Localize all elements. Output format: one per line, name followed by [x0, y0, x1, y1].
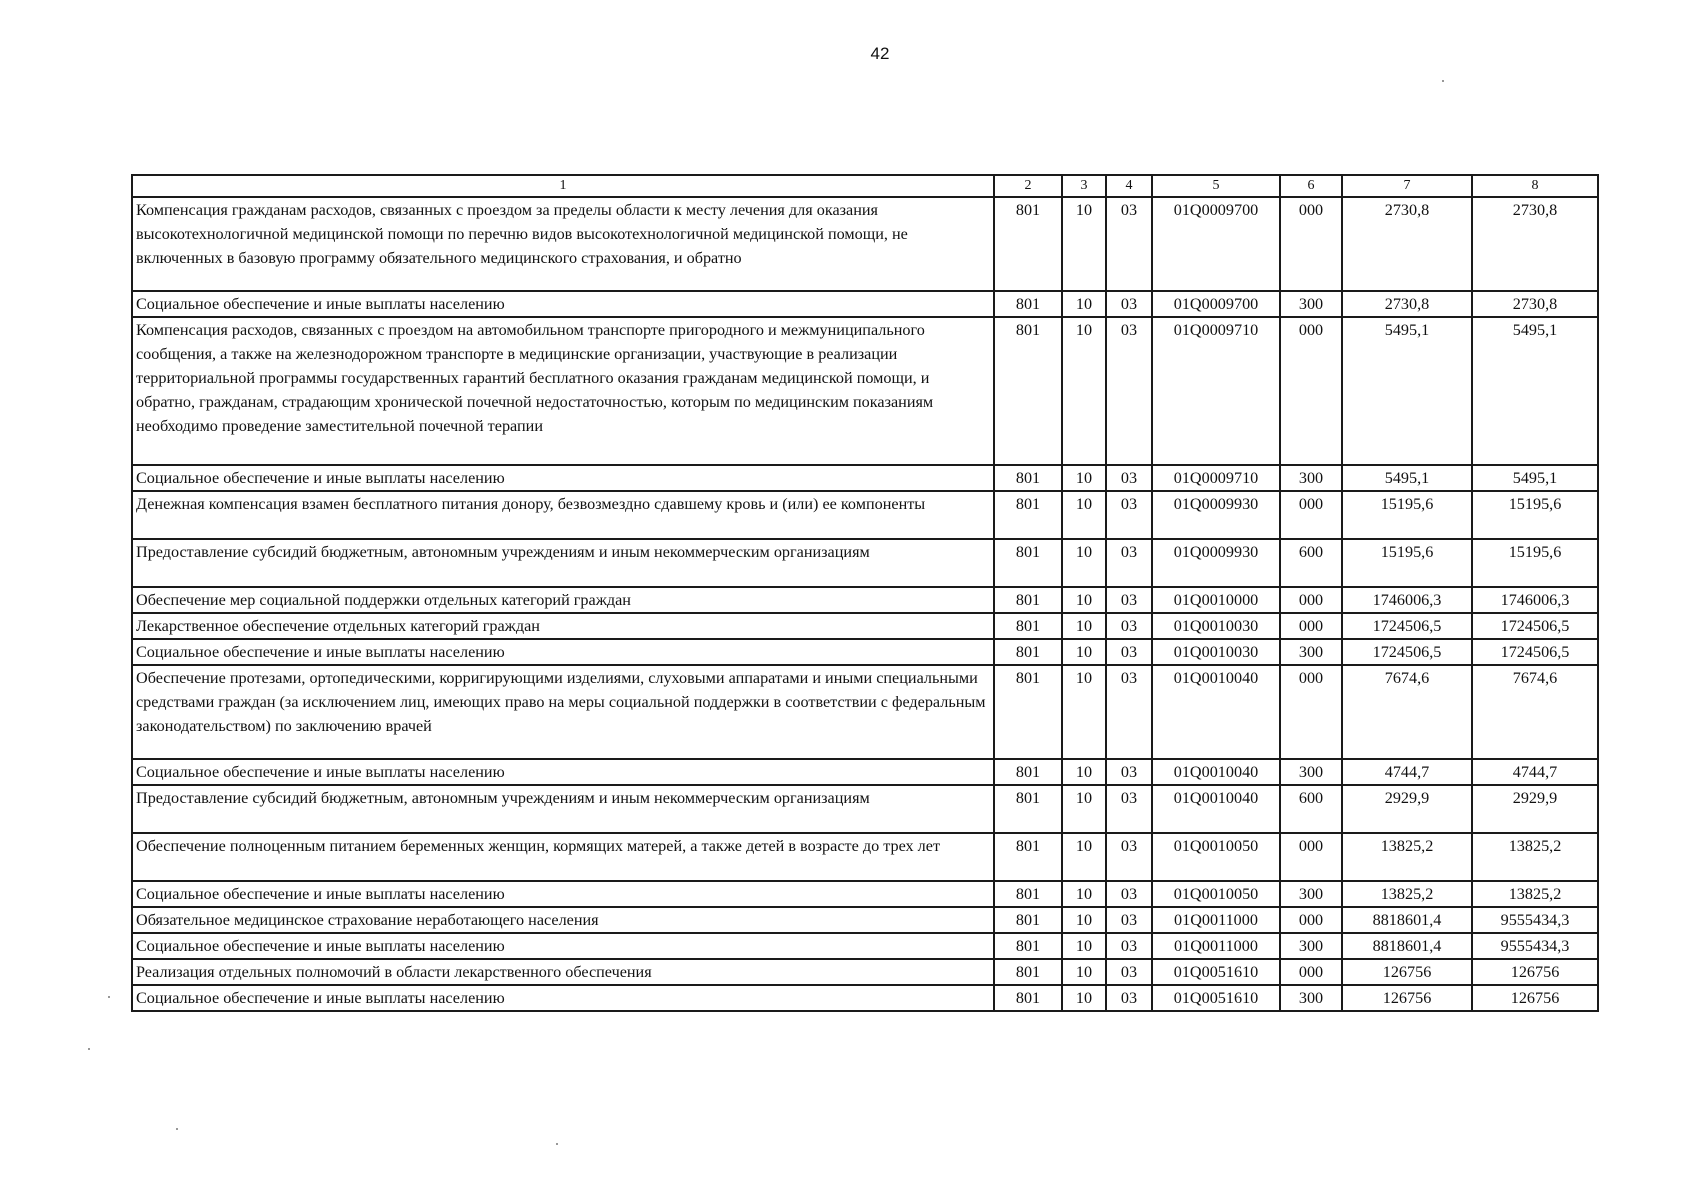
- table-row: [132, 665, 1598, 759]
- cell-target-article: 01Q0011000: [1152, 907, 1280, 933]
- cell-amount-year1: 13825,2: [1342, 881, 1472, 907]
- cell-ministry-code: 801: [994, 785, 1062, 833]
- table-row: [132, 785, 1598, 833]
- table-row: [132, 291, 1598, 317]
- cell-amount-year1: 5495,1: [1342, 317, 1472, 465]
- cell-ministry-code: 801: [994, 587, 1062, 613]
- cell-amount-year2: 1724506,5: [1472, 613, 1598, 639]
- row-name: Лекарственное обеспечение отдельных категорий граждан: [132, 613, 994, 639]
- scan-speck: [88, 1048, 90, 1050]
- table-row: [132, 959, 1598, 985]
- table-row: [132, 317, 1598, 465]
- cell-ministry-code: 801: [994, 985, 1062, 1011]
- cell-target-article: 01Q0010040: [1152, 759, 1280, 785]
- cell-expense-type: 000: [1280, 665, 1342, 759]
- table-row: [132, 587, 1598, 613]
- table-row: [132, 907, 1598, 933]
- row-name: Обеспечение протезами, ортопедическими, корригирующими изделиями, слуховыми аппаратами и иными специальными средствами граждан (за исключением лиц, имеющих право на меры социальной поддержки в соответствии с федеральным законодательством) по заключению врачей: [132, 665, 994, 759]
- cell-section: 10: [1062, 587, 1106, 613]
- cell-subsection: 03: [1106, 465, 1152, 491]
- row-name: Реализация отдельных полномочий в области лекарственного обеспечения: [132, 959, 994, 985]
- cell-amount-year1: 1724506,5: [1342, 639, 1472, 665]
- cell-expense-type: 300: [1280, 291, 1342, 317]
- scan-speck: [176, 1128, 178, 1130]
- cell-target-article: 01Q0010040: [1152, 785, 1280, 833]
- cell-amount-year1: 1724506,5: [1342, 613, 1472, 639]
- cell-expense-type: 300: [1280, 759, 1342, 785]
- column-header-7: 7: [1342, 175, 1472, 197]
- cell-section: 10: [1062, 665, 1106, 759]
- cell-ministry-code: 801: [994, 491, 1062, 539]
- cell-section: 10: [1062, 785, 1106, 833]
- cell-target-article: 01Q0009930: [1152, 491, 1280, 539]
- scan-speck: [556, 1143, 558, 1145]
- cell-target-article: 01Q0010050: [1152, 881, 1280, 907]
- cell-expense-type: 000: [1280, 613, 1342, 639]
- cell-expense-type: 600: [1280, 539, 1342, 587]
- row-name: Социальное обеспечение и иные выплаты населению: [132, 759, 994, 785]
- cell-amount-year1: 126756: [1342, 959, 1472, 985]
- row-name: Обеспечение полноценным питанием беременных женщин, кормящих матерей, а также детей в возрасте до трех лет: [132, 833, 994, 881]
- table-row: [132, 197, 1598, 291]
- cell-ministry-code: 801: [994, 933, 1062, 959]
- cell-expense-type: 300: [1280, 881, 1342, 907]
- cell-subsection: 03: [1106, 985, 1152, 1011]
- cell-section: 10: [1062, 833, 1106, 881]
- cell-section: 10: [1062, 197, 1106, 291]
- column-header-8: 8: [1472, 175, 1598, 197]
- column-header-5: 5: [1152, 175, 1280, 197]
- cell-amount-year2: 1746006,3: [1472, 587, 1598, 613]
- cell-expense-type: 000: [1280, 907, 1342, 933]
- cell-expense-type: 000: [1280, 959, 1342, 985]
- cell-section: 10: [1062, 465, 1106, 491]
- cell-amount-year2: 15195,6: [1472, 539, 1598, 587]
- cell-ministry-code: 801: [994, 665, 1062, 759]
- cell-target-article: 01Q0010000: [1152, 587, 1280, 613]
- cell-subsection: 03: [1106, 881, 1152, 907]
- cell-subsection: 03: [1106, 665, 1152, 759]
- row-name: Социальное обеспечение и иные выплаты населению: [132, 465, 994, 491]
- cell-section: 10: [1062, 907, 1106, 933]
- cell-ministry-code: 801: [994, 197, 1062, 291]
- column-header-2: 2: [994, 175, 1062, 197]
- cell-section: 10: [1062, 317, 1106, 465]
- cell-section: 10: [1062, 933, 1106, 959]
- cell-amount-year1: 8818601,4: [1342, 907, 1472, 933]
- row-name: Социальное обеспечение и иные выплаты населению: [132, 291, 994, 317]
- cell-expense-type: 300: [1280, 933, 1342, 959]
- cell-target-article: 01Q0010050: [1152, 833, 1280, 881]
- table-row: [132, 539, 1598, 587]
- cell-subsection: 03: [1106, 785, 1152, 833]
- table-row: [132, 833, 1598, 881]
- table-row: [132, 881, 1598, 907]
- cell-subsection: 03: [1106, 833, 1152, 881]
- cell-amount-year2: 5495,1: [1472, 317, 1598, 465]
- cell-target-article: 01Q0011000: [1152, 933, 1280, 959]
- cell-target-article: 01Q0010030: [1152, 639, 1280, 665]
- cell-ministry-code: 801: [994, 465, 1062, 491]
- cell-ministry-code: 801: [994, 613, 1062, 639]
- page-number: 42: [870, 44, 890, 63]
- row-name: Социальное обеспечение и иные выплаты населению: [132, 933, 994, 959]
- cell-amount-year1: 1746006,3: [1342, 587, 1472, 613]
- cell-amount-year2: 9555434,3: [1472, 933, 1598, 959]
- cell-ministry-code: 801: [994, 881, 1062, 907]
- cell-target-article: 01Q0009700: [1152, 197, 1280, 291]
- cell-amount-year1: 2929,9: [1342, 785, 1472, 833]
- cell-ministry-code: 801: [994, 959, 1062, 985]
- row-name: Социальное обеспечение и иные выплаты населению: [132, 985, 994, 1011]
- column-header-1: 1: [132, 175, 994, 197]
- cell-target-article: 01Q0051610: [1152, 959, 1280, 985]
- cell-amount-year2: 126756: [1472, 985, 1598, 1011]
- cell-amount-year2: 126756: [1472, 959, 1598, 985]
- cell-subsection: 03: [1106, 759, 1152, 785]
- scan-speck: [1442, 80, 1444, 82]
- cell-subsection: 03: [1106, 933, 1152, 959]
- cell-subsection: 03: [1106, 587, 1152, 613]
- cell-target-article: 01Q0010040: [1152, 665, 1280, 759]
- cell-expense-type: 000: [1280, 491, 1342, 539]
- cell-amount-year2: 2730,8: [1472, 197, 1598, 291]
- cell-ministry-code: 801: [994, 317, 1062, 465]
- cell-section: 10: [1062, 539, 1106, 587]
- cell-amount-year2: 2929,9: [1472, 785, 1598, 833]
- cell-section: 10: [1062, 613, 1106, 639]
- cell-amount-year2: 2730,8: [1472, 291, 1598, 317]
- cell-expense-type: 300: [1280, 465, 1342, 491]
- table-body: [132, 197, 1598, 1011]
- cell-amount-year2: 13825,2: [1472, 833, 1598, 881]
- cell-ministry-code: 801: [994, 539, 1062, 587]
- cell-section: 10: [1062, 759, 1106, 785]
- table-row: [132, 639, 1598, 665]
- scan-speck: [108, 996, 110, 998]
- cell-expense-type: 000: [1280, 587, 1342, 613]
- cell-section: 10: [1062, 959, 1106, 985]
- table-row: [132, 985, 1598, 1011]
- cell-expense-type: 600: [1280, 785, 1342, 833]
- cell-ministry-code: 801: [994, 759, 1062, 785]
- table-row: [132, 759, 1598, 785]
- cell-amount-year2: 15195,6: [1472, 491, 1598, 539]
- row-name: Социальное обеспечение и иные выплаты населению: [132, 639, 994, 665]
- cell-ministry-code: 801: [994, 833, 1062, 881]
- row-name: Денежная компенсация взамен бесплатного питания донору, безвозмездно сдавшему кровь и (или) ее компоненты: [132, 491, 994, 539]
- table-header-row: [132, 175, 1598, 197]
- cell-target-article: 01Q0009710: [1152, 465, 1280, 491]
- cell-target-article: 01Q0009700: [1152, 291, 1280, 317]
- cell-ministry-code: 801: [994, 639, 1062, 665]
- row-name: Обеспечение мер социальной поддержки отдельных категорий граждан: [132, 587, 994, 613]
- cell-amount-year1: 5495,1: [1342, 465, 1472, 491]
- cell-amount-year2: 13825,2: [1472, 881, 1598, 907]
- cell-amount-year1: 2730,8: [1342, 291, 1472, 317]
- column-header-4: 4: [1106, 175, 1152, 197]
- cell-subsection: 03: [1106, 639, 1152, 665]
- cell-subsection: 03: [1106, 907, 1152, 933]
- cell-amount-year1: 126756: [1342, 985, 1472, 1011]
- cell-amount-year2: 1724506,5: [1472, 639, 1598, 665]
- cell-amount-year1: 13825,2: [1342, 833, 1472, 881]
- table-row: [132, 613, 1598, 639]
- cell-expense-type: 300: [1280, 985, 1342, 1011]
- column-header-3: 3: [1062, 175, 1106, 197]
- cell-amount-year1: 15195,6: [1342, 491, 1472, 539]
- row-name: Компенсация расходов, связанных с проездом на автомобильном транспорте пригородного и межмуниципального сообщения, а также на железнодорожном транспорте в медицинские организации, участвующие в реализации территориальной программы государственных гарантий бесплатного оказания гражданам медицинской помощи, и обратно, гражданам, страдающим хронической почечной недостаточностью, которым по медицинским показаниям необходимо проведение заместительной почечной терапии: [132, 317, 994, 465]
- cell-amount-year2: 9555434,3: [1472, 907, 1598, 933]
- budget-table: [131, 174, 1599, 1012]
- cell-subsection: 03: [1106, 539, 1152, 587]
- cell-subsection: 03: [1106, 959, 1152, 985]
- cell-amount-year2: 4744,7: [1472, 759, 1598, 785]
- column-header-6: 6: [1280, 175, 1342, 197]
- row-name: Социальное обеспечение и иные выплаты населению: [132, 881, 994, 907]
- cell-target-article: 01Q0009930: [1152, 539, 1280, 587]
- cell-subsection: 03: [1106, 613, 1152, 639]
- cell-ministry-code: 801: [994, 907, 1062, 933]
- cell-section: 10: [1062, 491, 1106, 539]
- cell-amount-year1: 2730,8: [1342, 197, 1472, 291]
- cell-amount-year2: 7674,6: [1472, 665, 1598, 759]
- cell-expense-type: 000: [1280, 317, 1342, 465]
- cell-subsection: 03: [1106, 291, 1152, 317]
- cell-section: 10: [1062, 881, 1106, 907]
- row-name: Обязательное медицинское страхование неработающего населения: [132, 907, 994, 933]
- table-row: [132, 491, 1598, 539]
- cell-amount-year1: 4744,7: [1342, 759, 1472, 785]
- cell-subsection: 03: [1106, 197, 1152, 291]
- cell-section: 10: [1062, 639, 1106, 665]
- cell-target-article: 01Q0051610: [1152, 985, 1280, 1011]
- cell-amount-year2: 5495,1: [1472, 465, 1598, 491]
- cell-target-article: 01Q0010030: [1152, 613, 1280, 639]
- row-name: Предоставление субсидий бюджетным, автономным учреждениям и иным некоммерческим организациям: [132, 539, 994, 587]
- cell-ministry-code: 801: [994, 291, 1062, 317]
- cell-subsection: 03: [1106, 317, 1152, 465]
- cell-section: 10: [1062, 985, 1106, 1011]
- cell-expense-type: 000: [1280, 833, 1342, 881]
- cell-target-article: 01Q0009710: [1152, 317, 1280, 465]
- table-row: [132, 933, 1598, 959]
- row-name: Компенсация гражданам расходов, связанных с проездом за пределы области к месту лечения для оказания высокотехнологичной медицинской помощи по перечню видов высокотехнологичной медицинской помощи, не включенных в базовую программу обязательного медицинского страхования, и обратно: [132, 197, 994, 291]
- cell-amount-year1: 8818601,4: [1342, 933, 1472, 959]
- cell-amount-year1: 7674,6: [1342, 665, 1472, 759]
- cell-expense-type: 300: [1280, 639, 1342, 665]
- table-row: [132, 465, 1598, 491]
- row-name: Предоставление субсидий бюджетным, автономным учреждениям и иным некоммерческим организациям: [132, 785, 994, 833]
- cell-amount-year1: 15195,6: [1342, 539, 1472, 587]
- cell-section: 10: [1062, 291, 1106, 317]
- cell-subsection: 03: [1106, 491, 1152, 539]
- cell-expense-type: 000: [1280, 197, 1342, 291]
